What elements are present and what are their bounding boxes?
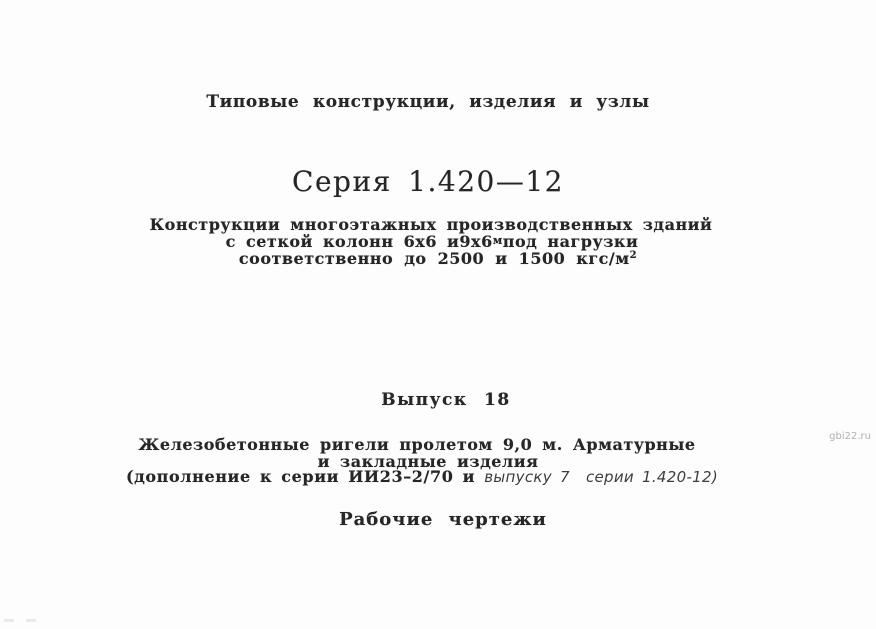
site-watermark: gbi22.ru bbox=[829, 431, 871, 442]
issue-subtitle-line: Железобетонные ригели пролетом 9,0 м. Арматурные bbox=[138, 435, 696, 454]
series-description-line bbox=[239, 250, 637, 268]
document-category-heading: Типовые конструкции, изделия и узлы bbox=[206, 92, 650, 112]
meters-unit-mark: м bbox=[492, 234, 503, 247]
series-title: Серия 1.420—12 bbox=[292, 165, 564, 198]
series-description-line: Конструкции многоэтажных производственных зданий bbox=[149, 215, 713, 234]
description-line2-tail: под нагрузки bbox=[502, 232, 639, 251]
issue-subtitle-line: и закладные изделия bbox=[317, 452, 539, 471]
addendum-written-text: выпуску 7 серии 1.420-12) bbox=[484, 468, 719, 486]
scan-artifact-mark bbox=[4, 619, 14, 622]
scan-artifact-mark bbox=[26, 619, 36, 622]
squared-superscript: 2 bbox=[629, 250, 638, 261]
addendum-typed-text: (дополнение к серии ИИ23–2/70 и bbox=[125, 467, 485, 486]
description-line2-text: с сеткой колонн 6х6 и9х6 bbox=[225, 232, 493, 251]
issue-addendum-line bbox=[126, 468, 718, 486]
load-spec-text: соответственно до 2500 и 1500 кгс/м bbox=[238, 249, 630, 268]
issue-number-heading: Выпуск 18 bbox=[381, 390, 511, 410]
document-type-heading: Рабочие чертежи bbox=[339, 509, 547, 530]
